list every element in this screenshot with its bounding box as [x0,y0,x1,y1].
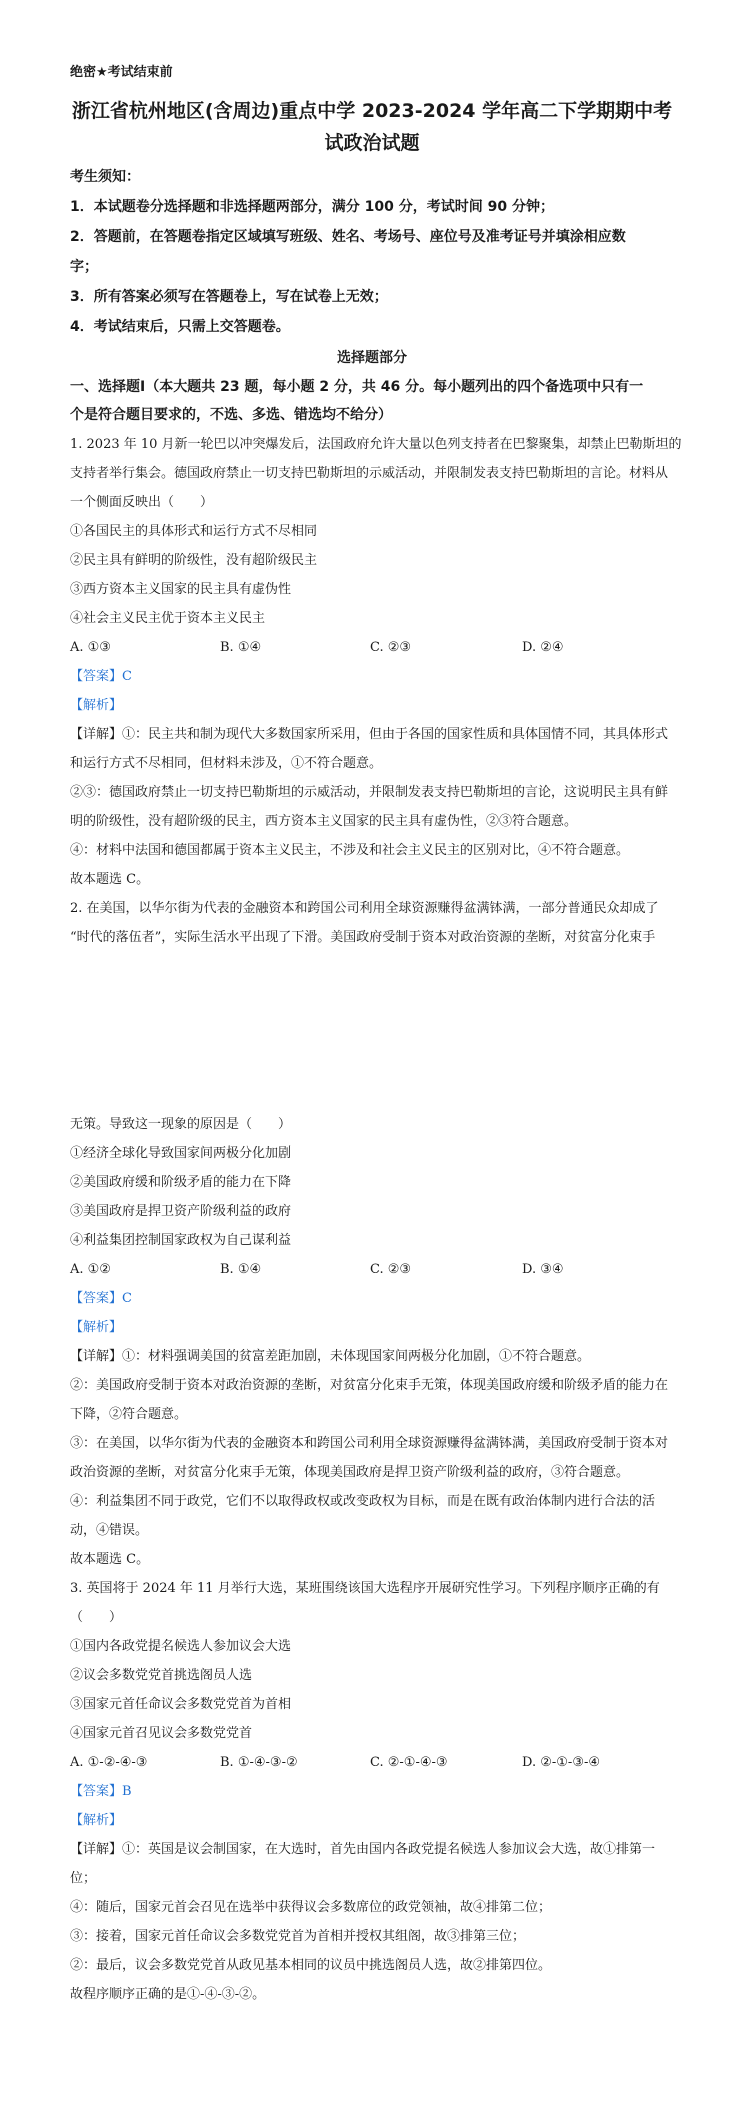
q3-detail-2: 位； [70,1871,97,1886]
q3-detail-3: ④：随后，国家元首会召见在选举中获得议会多数席位的政党领袖，故④排第二位； [70,1900,552,1915]
q2-option-b: B. ①④ [220,1262,262,1277]
q1-conclusion: 故本题选 C。 [70,872,150,887]
q2-statement-4: ④利益集团控制国家政权为自己谋利益 [70,1233,292,1248]
q2-analysis-label: 【解析】 [70,1320,123,1335]
q2-statement-3: ③美国政府是捍卫资产阶级利益的政府 [70,1204,292,1219]
q2-detail-4: ③：在美国，以华尔街为代表的金融资本和跨国公司利用全球资源赚得盆满钵满，美国政府受制于资本对 [70,1436,669,1451]
q1-answer: 【答案】C [70,669,132,684]
q3-stem: 3. 英国将于 2024 年 11 月举行大选，某班围绕该国大选程序开展研究性学习。下列程序顺序正确的有 [70,1581,660,1596]
q2-answer: 【答案】C [70,1291,132,1306]
q2-stem: 2. 在美国，以华尔街为代表的金融资本和跨国公司利用全球资源赚得盆满钵满，一部分普通民众却成了 [70,901,659,916]
q2-conclusion: 故本题选 C。 [70,1552,150,1567]
q1-detail-3: ②③：德国政府禁止一切支持巴勒斯坦的示威活动，并限制发表支持巴勒斯坦的言论，这说明民主具有鲜 [70,785,669,800]
notice-item-1: 1．本试题卷分选择题和非选择题两部分，满分 100 分，考试时间 90 分钟； [70,199,554,215]
exam-title-line2: 试政治试题 [324,132,420,154]
notice-item-2-cont: 字； [70,259,98,275]
q3-analysis-label: 【解析】 [70,1813,123,1828]
q1-detail-5: ④：材料中法国和德国都属于资本主义民主，不涉及和社会主义民主的区别对比，④不符合题意。 [70,843,630,858]
q1-stem: 1. 2023 年 10 月新一轮巴以冲突爆发后，法国政府允许大量以色列支持者在巴黎聚集，却禁止巴勒斯坦的 [70,437,682,452]
q3-statement-4: ④国家元首召见议会多数党党首 [70,1726,253,1741]
section-intro: 一、选择题Ⅰ（本大题共 23 题，每小题 2 分，共 46 分。每小题列出的四个备选项中只有一 [70,379,644,395]
q2-detail-6: ④：利益集团不同于政党，它们不以取得政权或改变政权为目标，而是在既有政治体制内进行合法的活 [70,1494,656,1509]
q1-option-c: C. ②③ [370,640,412,655]
q3-stem-2: （ ） [70,1610,123,1625]
q1-option-d: D. ②④ [522,640,564,655]
exam-title-line1: 浙江省杭州地区(含周边)重点中学 2023-2024 学年高二下学期期中考 [71,100,673,122]
q3-option-a: A. ①-②-④-③ [70,1755,148,1770]
notice-heading: 考生须知： [70,169,140,185]
q1-analysis-label: 【解析】 [70,698,123,713]
q1-detail-4: 明的阶级性，没有超阶级的民主，西方资本主义国家的民主具有虚伪性，②③符合题意。 [70,814,578,829]
q3-option-d: D. ②-①-③-④ [522,1755,601,1770]
q1-statement-1: ①各国民主的具体形式和运行方式不尽相同 [70,524,318,539]
notice-item-2: 2．答题前，在答题卷指定区域填写班级、姓名、考场号、座位号及准考证号并填涂相应数 [70,229,626,245]
q2-detail-5: 政治资源的垄断，对贫富分化束手无策，体现美国政府是捍卫资产阶级利益的政府，③符合题意。 [70,1465,630,1480]
q2-option-a: A. ①② [70,1262,111,1277]
q2-option-c: C. ②③ [370,1262,412,1277]
q2-detail-2: ②：美国政府受制于资本对政治资源的垄断，对贫富分化束手无策，体现美国政府缓和阶级矛盾的能力在 [70,1378,669,1393]
q1-statement-4: ④社会主义民主优于资本主义民主 [70,611,266,626]
notice-item-4: 4．考试结束后，只需上交答题卷。 [70,319,290,335]
q3-detail-4: ③：接着，国家元首任命议会多数党党首为首相并授权其组阁，故③排第三位； [70,1929,526,1944]
q1-option-b: B. ①④ [220,640,262,655]
q3-option-b: B. ①-④-③-② [220,1755,298,1770]
section-title: 选择题部分 [337,350,407,366]
q1-option-a: A. ①③ [70,640,111,655]
q1-statement-3: ③西方资本主义国家的民主具有虚伪性 [70,582,292,597]
notice-item-3: 3．所有答案必须写在答题卷上，写在试卷上无效； [70,289,388,305]
q1-detail-1: 【详解】①：民主共和制为现代大多数国家所采用，但由于各国的国家性质和具体国情不同，其具体形式 [70,727,669,742]
q2-detail-1: 【详解】①：材料强调美国的贫富差距加剧，未体现国家间两极分化加剧，①不符合题意。 [70,1349,591,1364]
q1-stem-3: 一个侧面反映出（ ） [70,495,214,510]
q1-statement-2: ②民主具有鲜明的阶级性，没有超阶级民主 [70,553,318,568]
q3-detail-5: ②：最后，议会多数党党首从政见基本相同的议员中挑选阁员人选，故②排第四位。 [70,1958,552,1973]
q2-statement-2: ②美国政府缓和阶级矛盾的能力在下降 [70,1175,292,1190]
q1-stem-2: 支持者举行集会。德国政府禁止一切支持巴勒斯坦的示威活动，并限制发表支持巴勒斯坦的言论。材料从 [70,466,669,481]
q3-answer: 【答案】B [70,1784,132,1799]
q3-statement-2: ②议会多数党党首挑选阁员人选 [70,1668,253,1683]
section-intro-cont: 个是符合题目要求的，不选、多选、错选均不给分） [70,407,392,423]
q2-option-d: D. ③④ [522,1262,564,1277]
q2-stem-2: “时代的落伍者”，实际生活水平出现了下滑。美国政府受制于资本对政治资源的垄断，对贫富分化束手 [70,930,656,945]
q3-detail-1: 【详解】①：英国是议会制国家，在大选时，首先由国内各政党提名候选人参加议会大选，故①排第一 [70,1842,656,1857]
q2-detail-3: 下降，②符合题意。 [70,1407,188,1422]
q1-detail-2: 和运行方式不尽相同，但材料未涉及，①不符合题意。 [70,756,383,771]
q2-statement-1: ①经济全球化导致国家间两极分化加剧 [70,1146,292,1161]
q2-stem-3: 无策。导致这一现象的原因是（ ） [70,1117,292,1132]
secret-label: 绝密★考试结束前 [70,65,173,80]
q3-option-c: C. ②-①-④-③ [370,1755,448,1770]
q2-detail-7: 动，④错误。 [70,1523,149,1538]
q3-statement-1: ①国内各政党提名候选人参加议会大选 [70,1639,292,1654]
q3-statement-3: ③国家元首任命议会多数党党首为首相 [70,1697,292,1712]
q3-conclusion: 故程序顺序正确的是①-④-③-②。 [70,1987,266,2002]
